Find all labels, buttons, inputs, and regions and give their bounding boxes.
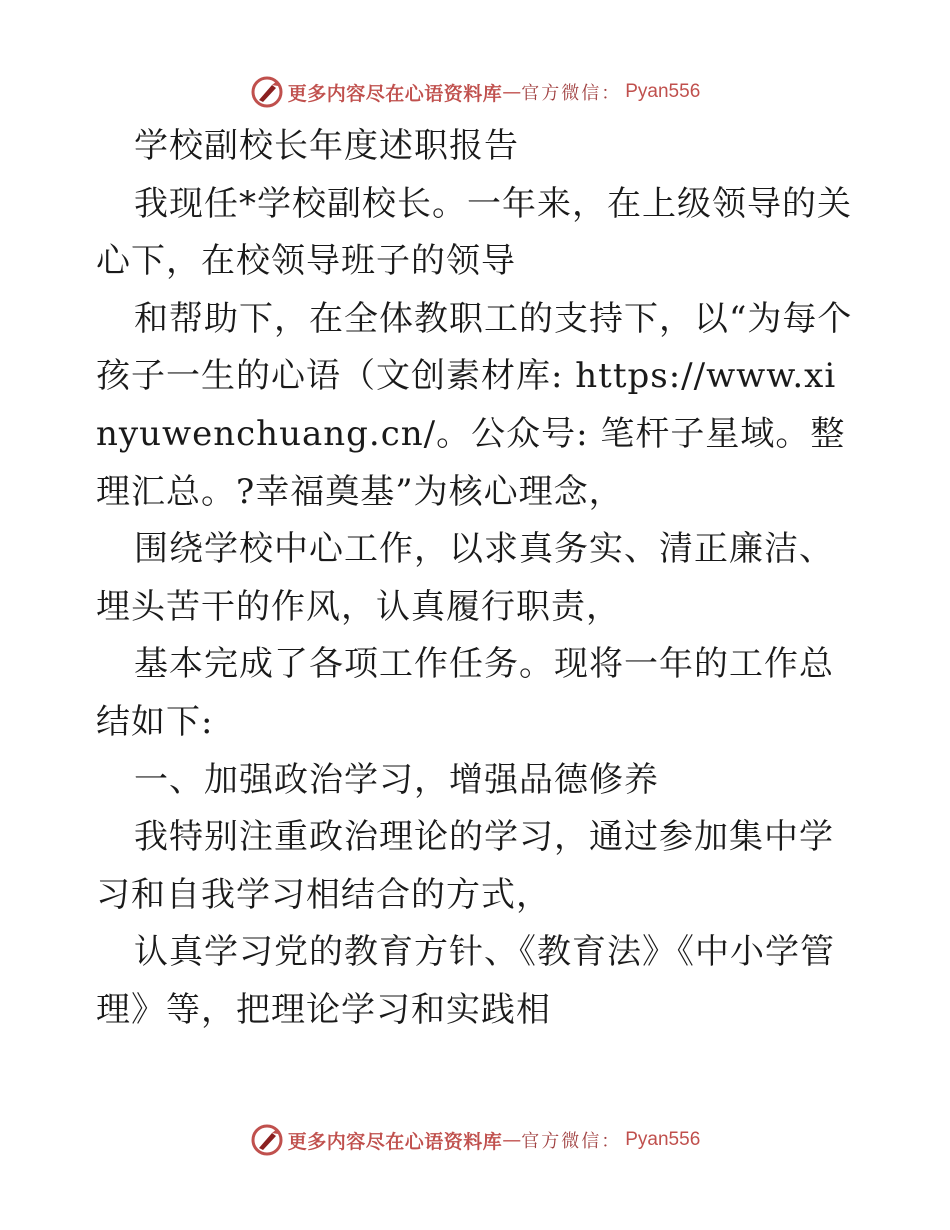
footer-watermark-banner <box>0 1118 950 1162</box>
wechat-id: Pyan556 <box>625 81 701 102</box>
banner-colon: ： <box>601 1131 620 1152</box>
quill-logo-icon <box>250 75 284 109</box>
quill-logo-icon <box>250 1123 284 1157</box>
paragraph: 我现任*学校副校长。一年来，在上级领导的关心下，在校领导班子的领导 <box>96 183 852 282</box>
site-name-text: 更多内容尽在心语资料库 <box>287 82 503 105</box>
banner-dash: — <box>502 1129 522 1151</box>
site-name-text: 更多内容尽在心语资料库 <box>287 1130 503 1153</box>
paragraph: 认真学习党的教育方针、《教育法》《中小学管理》等，把理论学习和实践相 <box>96 932 835 1030</box>
paragraph: 围绕学校中心工作，以求真务实、清正廉洁、埋头苦干的作风，认真履行职责， <box>96 529 834 627</box>
document-title: 学校副校长年度述职报告 <box>134 126 519 166</box>
banner-colon: ： <box>601 83 620 104</box>
wechat-id: Pyan556 <box>625 1129 701 1150</box>
header-watermark-banner <box>0 70 950 114</box>
paragraph: 基本完成了各项工作任务。现将一年的工作总结如下: <box>96 644 834 742</box>
section-heading: 一、加强政治学习，增强品德修养 <box>134 759 659 800</box>
wechat-label: 官方微信 <box>521 1131 602 1152</box>
paragraph: 和帮助下，在全体教职工的支持下，以“为每个孩子一生的心语（文创素材库: https://www.xinyuwenchuang.cn/。公众号: 笔杆子星域。整理汇总。?幸福奠基”为核心理念， <box>96 298 853 512</box>
wechat-label: 官方微信 <box>521 83 602 104</box>
banner-dash: — <box>502 81 522 103</box>
paragraph: 我特别注重政治理论的学习，通过参加集中学习和自我学习相结合的方式， <box>96 817 834 915</box>
document-body <box>96 118 856 1040</box>
